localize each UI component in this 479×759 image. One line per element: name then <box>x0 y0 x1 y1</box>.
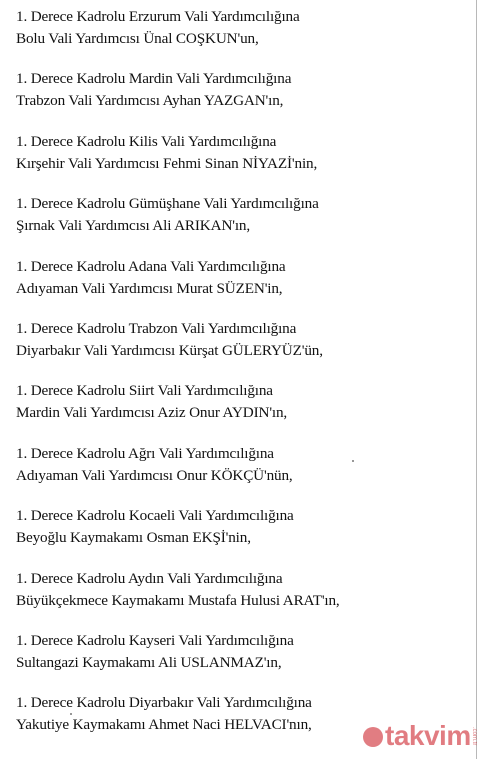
appointee: Diyarbakır Vali Yardımcısı Kürşat GÜLERYÜZ'ün, <box>16 342 323 359</box>
appointment-entry <box>16 505 471 549</box>
appointee: Sultangazi Kaymakamı Ali USLANMAZ'ın, <box>16 654 282 671</box>
appointment-entry <box>16 630 471 674</box>
watermark-text: takvim <box>385 720 471 751</box>
appointment-position: 1. Derece Kadrolu Gümüşhane Vali Yardımcılığına <box>16 195 319 213</box>
appointment-position: 1. Derece Kadrolu Siirt Vali Yardımcılığına <box>16 382 273 400</box>
appointment-entry <box>16 6 471 50</box>
appointment-entry <box>16 193 471 237</box>
appointment-position: 1. Derece Kadrolu Kilis Vali Yardımcılığına <box>16 132 277 150</box>
appointment-entry <box>16 443 471 487</box>
appointment-entry <box>16 68 471 112</box>
appointee: Adıyaman Vali Yardımcısı Onur KÖKÇÜ'nün, <box>16 466 293 484</box>
appointment-position: 1. Derece Kadrolu Erzurum Vali Yardımcılığına <box>16 8 300 25</box>
appointment-entry <box>16 568 471 612</box>
appointee: Trabzon Vali Yardımcısı Ayhan YAZGAN'ın, <box>16 92 284 110</box>
appointee: Yakutiye Kaymakamı Ahmet Naci HELVACI'nın, <box>16 716 312 734</box>
appointment-position: 1. Derece Kadrolu Diyarbakır Vali Yardımcılığına <box>16 694 312 712</box>
appointment-entry <box>16 256 471 300</box>
appointment-entry <box>16 318 471 362</box>
appointee: Beyoğlu Kaymakamı Osman EKŞİ'nin, <box>16 529 251 547</box>
page-edge-line <box>476 0 477 759</box>
appointee: Adıyaman Vali Yardımcısı Murat SÜZEN'in, <box>16 279 283 297</box>
appointment-position: 1. Derece Kadrolu Kayseri Vali Yardımcılığına <box>16 632 294 649</box>
appointee: Kırşehir Vali Yardımcısı Fehmi Sinan NİYAZİ'nin, <box>16 154 318 172</box>
appointment-position: 1. Derece Kadrolu Aydın Vali Yardımcılığına <box>16 569 283 587</box>
appointment-position: 1. Derece Kadrolu Trabzon Vali Yardımcılığına <box>16 320 297 337</box>
appointee: Bolu Vali Yardımcısı Ünal COŞKUN'un, <box>16 30 259 47</box>
appointment-position: 1. Derece Kadrolu Ağrı Vali Yardımcılığına <box>16 444 274 462</box>
appointment-position: 1. Derece Kadrolu Kocaeli Vali Yardımcılığına <box>16 507 294 525</box>
appointee: Mardin Vali Yardımcısı Aziz Onur AYDIN'ın, <box>16 404 288 422</box>
appointment-position: 1. Derece Kadrolu Mardin Vali Yardımcılığına <box>16 70 292 88</box>
appointee: Büyükçekmece Kaymakamı Mustafa Hulusi ARAT'ın, <box>16 591 340 609</box>
appointment-entry <box>16 131 471 175</box>
appointment-entry <box>16 380 471 424</box>
watermark-suffix: .com.tr <box>471 727 477 746</box>
takvim-logo-icon <box>363 727 383 747</box>
takvim-watermark <box>363 719 475 753</box>
appointee: Şırnak Vali Yardımcısı Ali ARIKAN'ın, <box>16 217 251 235</box>
appointment-position: 1. Derece Kadrolu Adana Vali Yardımcılığına <box>16 257 286 275</box>
